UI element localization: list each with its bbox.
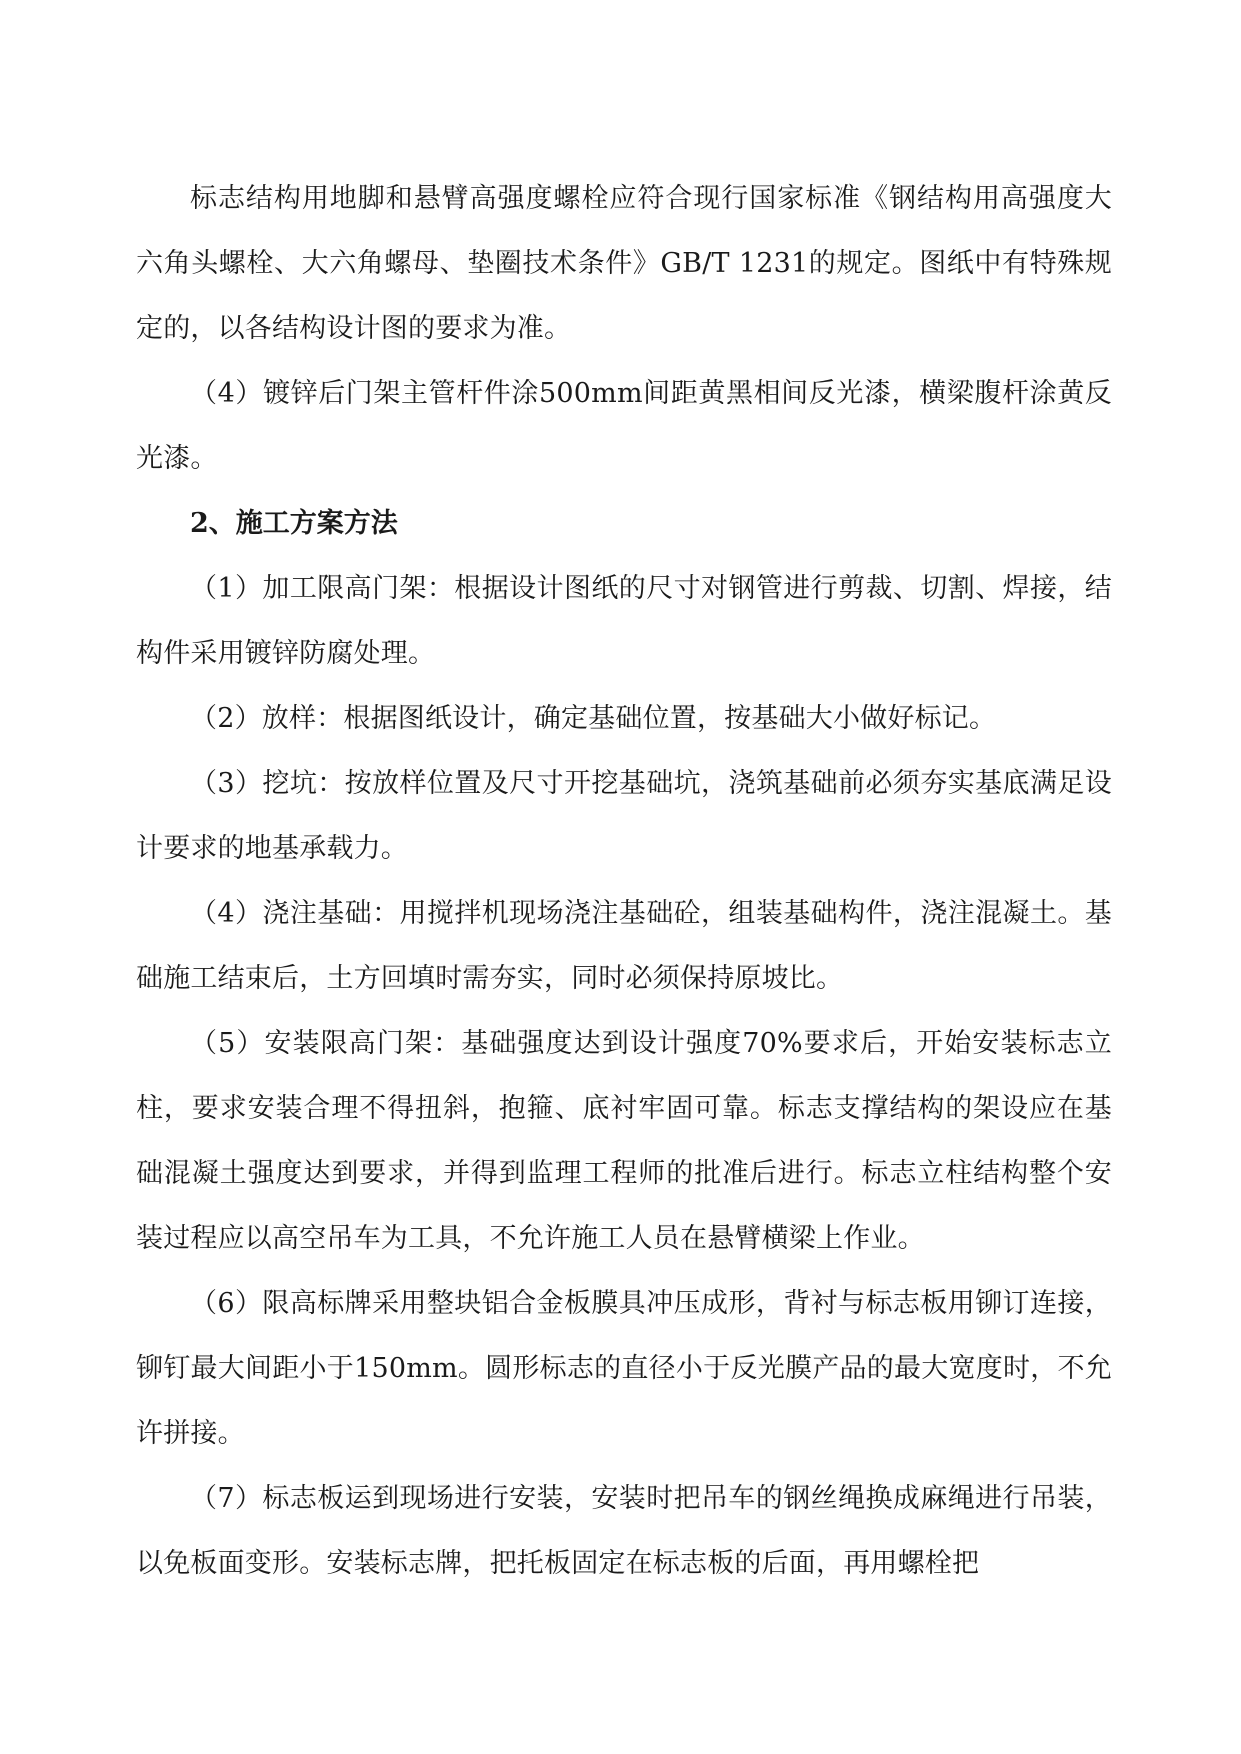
step-paragraph: （7）标志板运到现场进行安装，安装时把吊车的钢丝绳换成麻绳进行吊装，以免板面变形。安装标志牌，把托板固定在标志板的后面，再用螺栓把 [136,1483,1112,1579]
step-paragraph: （5）安装限高门架：基础强度达到设计强度70%要求后，开始安装标志立柱，要求安装合理不得扭斜，抱箍、底衬牢固可靠。标志支撑结构的架设应在基础混凝土强度达到要求，并得到监理工程师的批准后进行。标志立柱结构整个安装过程应以高空吊车为工具，不允许施工人员在悬臂横梁上作业。 [136,1028,1112,1254]
step-paragraph: （6）限高标牌采用整块铝合金板膜具冲压成形，背衬与标志板用铆订连接，铆钉最大间距小于150mm。圆形标志的直径小于反光膜产品的最大宽度时，不允许拼接。 [136,1288,1112,1449]
step-paragraph: （3）挖坑：按放样位置及尺寸开挖基础坑，浇筑基础前必须夯实基底满足设计要求的地基承载力。 [136,768,1112,864]
step-paragraph: （1）加工限高门架：根据设计图纸的尺寸对钢管进行剪裁、切割、焊接，结构件采用镀锌防腐处理。 [136,573,1112,669]
step-paragraph: （2）放样：根据图纸设计，确定基础位置，按基础大小做好标记。 [190,703,997,734]
paragraph-bolt-standard: 标志结构用地脚和悬臂高强度螺栓应符合现行国家标准《钢结构用高强度大六角头螺栓、大六角螺母、垫圈技术条件》GB/T 1231的规定。图纸中有特殊规定的，以各结构设计图的要求为准。 [136,183,1112,344]
section-heading: 2、施工方案方法 [190,508,398,539]
document-body [136,166,1112,1596]
paragraph-reflective-paint: （4）镀锌后门架主管杆件涂500mm间距黄黑相间反光漆，横梁腹杆涂黄反光漆。 [136,378,1112,474]
step-paragraph: （4）浇注基础：用搅拌机现场浇注基础砼，组装基础构件，浇注混凝土。基础施工结束后，土方回填时需夯实，同时必须保持原坡比。 [136,898,1112,994]
